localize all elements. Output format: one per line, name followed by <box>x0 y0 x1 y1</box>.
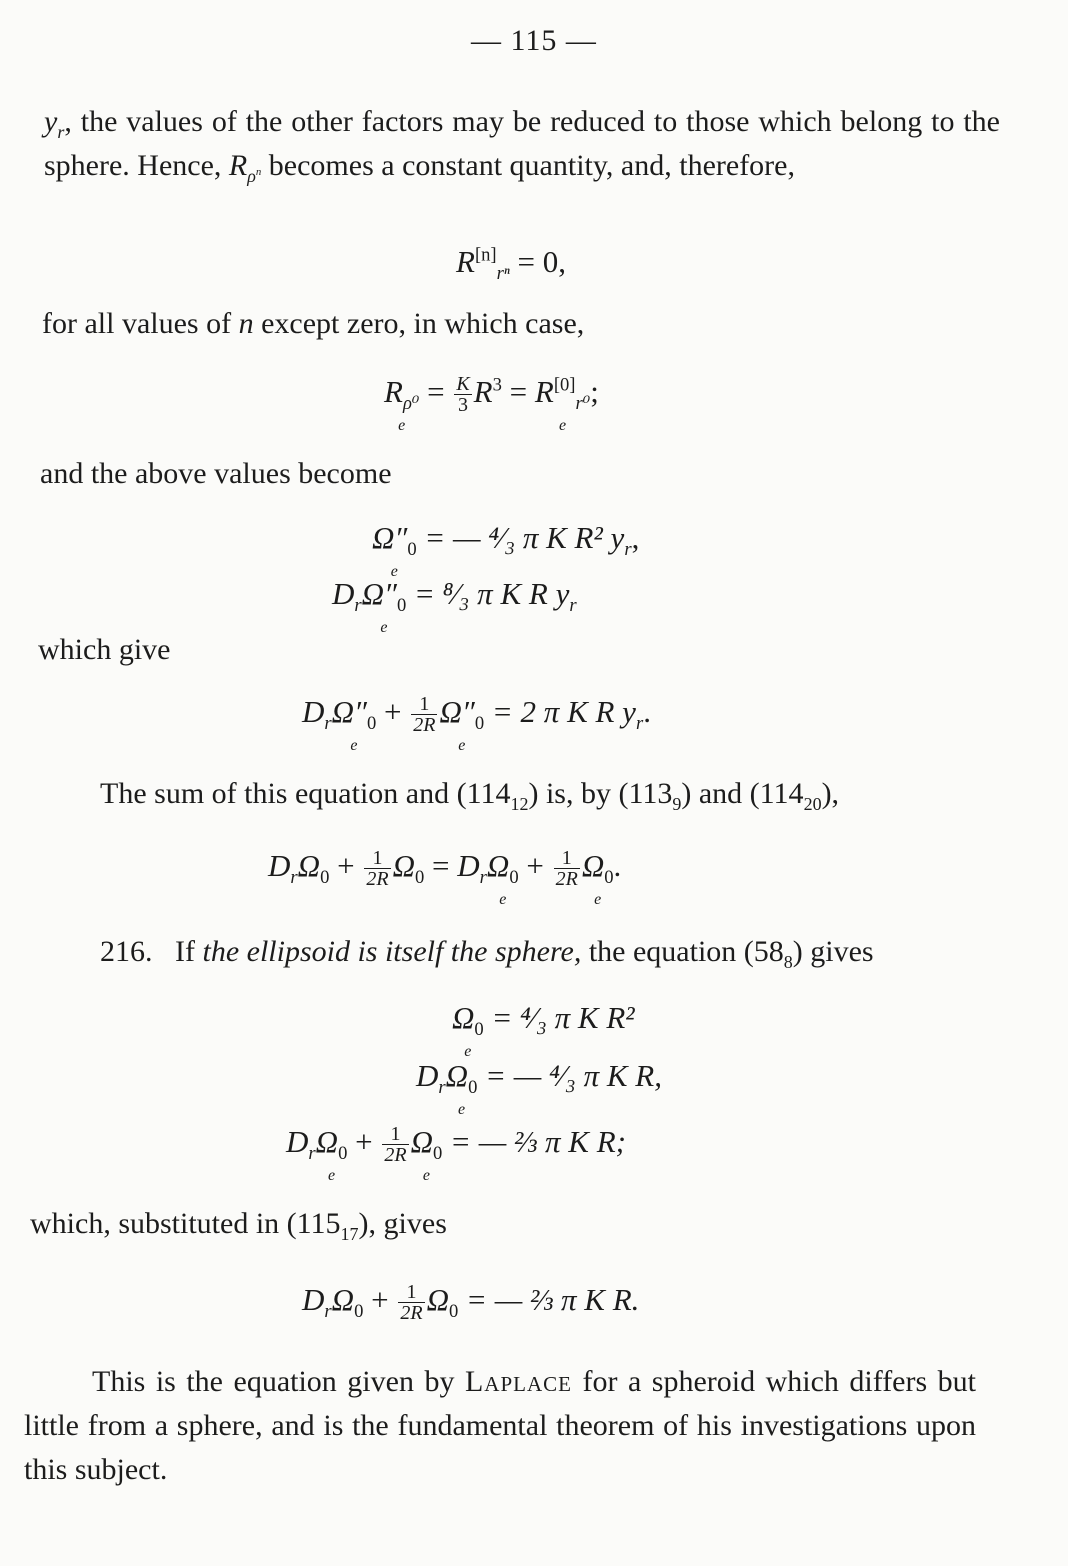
omega-term: Ω <box>315 1124 339 1159</box>
eq-rhs: = — ⅔ π K R; <box>450 1124 626 1159</box>
fraction: $\frac{1}{2R}$ <box>384 1123 407 1167</box>
omega-term: Ω″ <box>331 694 367 729</box>
paragraph-5 <box>40 772 1000 816</box>
fraction: $\frac{1}{2R}$ <box>366 847 389 891</box>
accent-e: e <box>398 417 406 434</box>
subscript: 0 <box>604 867 614 889</box>
equation-9 <box>286 1122 626 1184</box>
italic-text: the ellipsoid is itself the sphere, <box>202 935 582 968</box>
text: ), gives <box>358 1207 447 1240</box>
omega-term: Ω <box>297 848 321 883</box>
accent-e: e <box>422 1167 430 1184</box>
ref-sub: 17 <box>340 1224 359 1244</box>
subscript: r <box>308 1143 316 1165</box>
operator-D: D <box>332 576 355 611</box>
plus: + <box>526 848 544 883</box>
plus: + <box>371 1282 389 1317</box>
accent-e: e <box>390 563 398 580</box>
subscript: 0 <box>366 713 377 735</box>
eq-lhs: R <box>384 374 403 409</box>
text: ) is, by (113 <box>528 777 673 810</box>
eq-rhs: = 2 π K R y <box>491 694 636 729</box>
operator-D: D <box>268 848 291 883</box>
eq-rhs: = ⁴⁄₃ π K R² <box>491 1000 635 1035</box>
subscript: r <box>324 713 332 735</box>
accent-e: e <box>499 891 507 908</box>
fraction: $\frac{1}{2R}$ <box>413 693 436 737</box>
accent-e: e <box>464 1043 472 1060</box>
text: , the values of the other factors may be reduced to those which belong to the sphere. Hence, <box>44 105 1000 182</box>
equation-5 <box>302 692 651 754</box>
eq-rhs: = — ⅔ π K R. <box>466 1282 640 1317</box>
equation-4 <box>332 574 577 636</box>
operator-D: D <box>302 694 325 729</box>
subscript: r <box>438 1077 446 1099</box>
symbol-y: y <box>44 105 58 138</box>
superscript: n <box>255 166 262 178</box>
accent-e: e <box>380 619 388 636</box>
punct: . <box>613 848 622 883</box>
subscript: r <box>324 1301 332 1323</box>
equation-1 <box>456 242 566 285</box>
subscript: r <box>290 867 298 889</box>
subscript: r <box>569 595 577 617</box>
operator-D: D <box>302 1282 325 1317</box>
page-number: — 115 — <box>471 24 597 57</box>
eq-lhs: R <box>456 244 475 279</box>
ref-sub: 8 <box>783 952 793 972</box>
author-name: Laplace <box>464 1365 572 1398</box>
text: for all values of <box>42 307 239 340</box>
subscript: r <box>635 713 644 735</box>
omega-term: Ω <box>331 1282 355 1317</box>
eq-rhs: = — ⁴⁄₃ π K R, <box>485 1058 662 1093</box>
plus: + <box>355 1124 373 1159</box>
subscript: 0 <box>432 1143 443 1165</box>
operator-D: D <box>457 848 480 883</box>
omega-term: Ω <box>486 848 510 883</box>
subscript: 0 <box>320 867 330 889</box>
text: ) and (114 <box>681 777 804 810</box>
text: except zero, in which case, <box>253 307 585 340</box>
paragraph-2 <box>42 302 1002 346</box>
subscript: ρ⁰ <box>402 393 420 415</box>
equation-3 <box>372 518 640 580</box>
omega-term: Ω <box>426 1282 449 1317</box>
eq-rhs: = ⁸⁄₃ π K R y <box>414 576 570 611</box>
accent-e: e <box>350 737 358 754</box>
subscript: 0 <box>509 867 519 889</box>
text: ) gives <box>792 935 874 968</box>
equation-6 <box>268 846 622 908</box>
equals: = <box>432 848 450 883</box>
equals: = <box>509 374 528 409</box>
accent-e: e <box>457 1101 466 1118</box>
fraction: $\frac{K}{3}$ <box>456 373 470 417</box>
text: The sum of this equation and (114 <box>100 777 511 810</box>
section-number: 216. <box>100 935 153 968</box>
symbol-n: n <box>238 307 254 340</box>
equation-7 <box>452 998 635 1060</box>
superscript: [n] <box>474 244 497 266</box>
subscript: r⁰ <box>575 393 591 415</box>
text: becomes a constant quantity, and, therefore, <box>261 149 795 182</box>
ref-sub: 9 <box>672 794 682 814</box>
text: ), <box>821 777 840 810</box>
eq-rhs: = — ⁴⁄₃ π K R² y <box>424 520 625 555</box>
superscript: 3 <box>492 374 502 396</box>
subscript: rⁿ <box>496 263 510 285</box>
subscript: 0 <box>448 1301 459 1323</box>
fraction: $\frac{1}{2R}$ <box>555 847 578 891</box>
operator-D: D <box>286 1124 309 1159</box>
ref-sub: 20 <box>803 794 822 814</box>
eq-lhs: Ω″ <box>361 576 397 611</box>
eq-lhs: Ω″ <box>372 520 408 555</box>
equals: = <box>427 374 445 409</box>
text: If <box>175 935 203 968</box>
accent-e: e <box>594 891 602 908</box>
paragraph-1 <box>44 100 1000 188</box>
paragraph-3: and the above values become <box>40 457 392 490</box>
text: for a spheroid which differs but little from a sphere, and is the fundamental theorem of his investigations upon this subject. <box>24 1365 977 1486</box>
paragraph-4: which give <box>38 633 171 666</box>
omega-term: Ω <box>452 1000 475 1035</box>
accent-e: e <box>558 417 567 434</box>
omega-term: Ω <box>410 1124 433 1159</box>
punct: ; <box>590 374 599 409</box>
text: the equation (58 <box>581 935 784 968</box>
subscript: 0 <box>407 539 417 561</box>
subscript: 0 <box>396 595 407 617</box>
omega-term: Ω <box>581 848 605 883</box>
subscript: 0 <box>354 1301 364 1323</box>
paragraph-7 <box>30 1202 990 1246</box>
subscript: 0 <box>338 1143 348 1165</box>
text: which, substituted in (115 <box>30 1207 341 1240</box>
subscript: r <box>479 867 487 889</box>
accent-e: e <box>458 737 466 754</box>
subscript: 0 <box>474 1019 484 1041</box>
paragraph-8 <box>24 1360 976 1492</box>
equation-2 <box>384 372 599 434</box>
operator-D: D <box>416 1058 439 1093</box>
punct: , <box>631 520 640 555</box>
ref-sub: 12 <box>510 794 529 814</box>
eq-rhs: = 0, <box>517 244 566 279</box>
plus: + <box>337 848 355 883</box>
subscript: r <box>624 539 632 561</box>
punct: . <box>643 694 651 729</box>
accent-e: e <box>327 1167 336 1184</box>
symbol-R: R <box>473 374 493 409</box>
omega-term: Ω″ <box>439 694 475 729</box>
text: This is the equation given by <box>92 1365 465 1398</box>
fraction: $\frac{1}{2R}$ <box>400 1281 423 1325</box>
plus: + <box>384 694 402 729</box>
paragraph-6 <box>100 930 980 974</box>
subscript: r <box>57 122 65 142</box>
omega-term: Ω <box>445 1058 469 1093</box>
subscript: 0 <box>414 867 425 889</box>
subscript: 0 <box>474 713 485 735</box>
eq-rhs: R <box>534 374 554 409</box>
subscript: 0 <box>468 1077 478 1099</box>
equation-8 <box>416 1056 662 1118</box>
symbol-R: R <box>228 149 248 182</box>
equation-10 <box>302 1280 639 1323</box>
superscript: [0] <box>553 374 576 396</box>
subscript: ρ <box>247 166 256 186</box>
subscript: r <box>354 595 362 617</box>
omega-term: Ω <box>392 848 415 883</box>
